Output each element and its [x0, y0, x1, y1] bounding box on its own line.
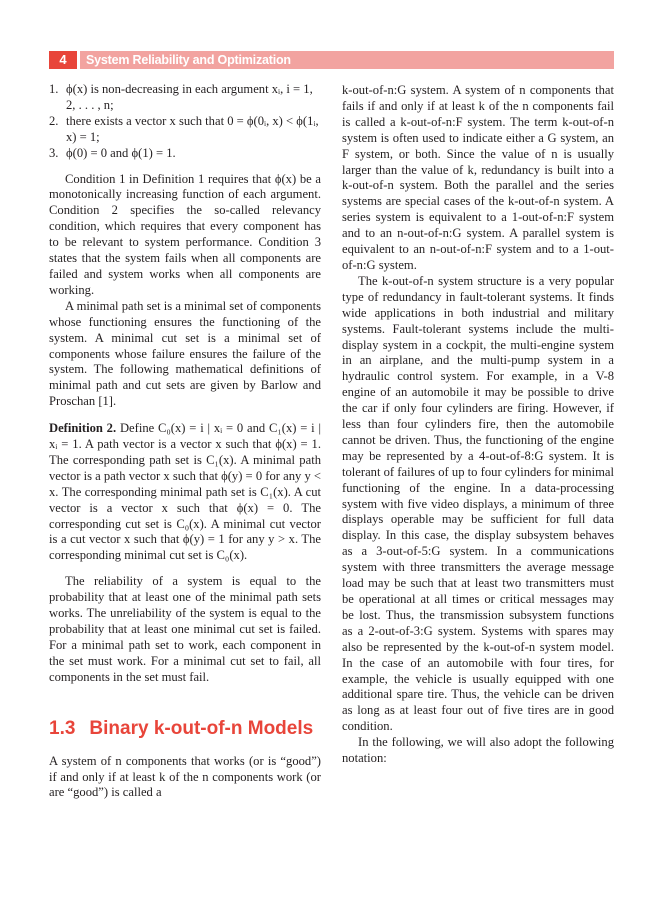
- condition-text: ϕ(x) is non-decreasing in each argument xᵢ, i = 1, 2, . . . , n;: [66, 82, 313, 112]
- condition-number: 1.: [49, 82, 59, 96]
- running-header: [49, 51, 614, 69]
- paragraph: In the following, we will also adopt the following notation:: [342, 735, 614, 766]
- paragraph: A minimal path set is a minimal set of components whose functioning ensures the functioning of the system. A minimal cut set is a minimal set of components whose failure ensures the failure of the system. The following mathematical definitions of minimal path and cut sets are given by Barlow and Proschan [1].: [49, 298, 321, 409]
- paragraph: The reliability of a system is equal to the probability that at least one of the minimal path sets works. The unreliability of the system is equal to the probability that at least one minimal cut set is failed. For a minimal path set to work, each component in the set must work. For a minimal cut set to fail, all components in the set must fail.: [49, 574, 321, 684]
- condition-item: [49, 146, 321, 162]
- paragraph: k-out-of-n:G system. A system of n components that fails if and only if at least k of the n components fail is called a k-out-of-n:F system. The term k-out-of-n system is often used to indicate either a G system, an F system, or both. Since the value of n is usually larger than the value of k, redundancy is built into a k-out-of-n system. Both the parallel and the series systems are special cases of the k-out-of-n system. A series system is equivalent to a 1-out-of-n:F system and to an n-out-of-n:G system. A parallel system is equivalent to an n-out-of-n:F system and to a 1-out-of-n:G system.: [342, 83, 614, 272]
- right-column: [342, 83, 614, 767]
- paragraph: The k-out-of-n system structure is a very popular type of redundancy in fault-tolerant systems. It finds wide applications in both industrial and military systems. Fault-tolerant systems include the multi-display system in a cockpit, the multi-engine system in an airplane, and the multi-pump system in a hydraulic control system. For example, in a V-8 engine of an automobile it may be possible to drive the car if only four cylinders are firing. However, if less than four cylinders fire, then the automobile cannot be driven. Thus, the functioning of the engine may be represented by a 4-out-of-8:G system. It is tolerant of failures of up to four cylinders for minimal functioning of the engine. In a data-processing system with five video displays, a minimum of three displays operable may be sufficient for full data display. In this case, the display subsystem behaves as a 3-out-of-5:G system. In a communications system with three transmitters the average message load may be such that at least two transmitters must be operational at all times or critical messages may be lost. Thus, the transmission subsystem functions as a 2-out-of-3:G system. Systems with spares may also be represented by the k-out-of-n system model. In the case of an automobile with four tires, for example, the vehicle is usually equipped with one additional spare tire. Thus, the vehicle can be driven as long as at least four out of five tires are in good condition.: [342, 273, 614, 734]
- condition-text: there exists a vector x such that 0 = ϕ(0ᵢ, x) < ϕ(1ᵢ, x) = 1;: [66, 113, 319, 144]
- section-number: 1.3: [49, 717, 76, 739]
- running-title: System Reliability and Optimization: [80, 51, 614, 69]
- definition-text: Define C₀(x) = i | xᵢ = 0 and C₁(x) = i | xᵢ = 1. A path vector is a vector x such that ϕ(x) = 1. The corresponding path set is C₁(x). A minimal path vector is a path vector x such that ϕ(y) = 0 for any y < x. The corresponding minimal path set is C₁(x). A cut vector is a vector x such that ϕ(x) = 0. The corresponding cut set is C₀(x). A minimal cut vector is a cut vector x such that ϕ(y) = 1 for any y > x. The corresponding minimal cut set is C₀(x).: [49, 421, 321, 563]
- condition-item: [49, 114, 321, 146]
- section-heading: [49, 718, 321, 740]
- left-column: [49, 82, 321, 801]
- section-title: Binary k-out-of-n Models: [89, 717, 314, 739]
- definition-block: [49, 421, 321, 564]
- condition-number: 2.: [49, 113, 59, 128]
- condition-text: ϕ(0) = 0 and ϕ(1) = 1.: [66, 145, 176, 160]
- definition-label: Definition 2.: [49, 421, 117, 436]
- paragraph: A system of n components that works (or is “good”) if and only if at least k of the n components work (or are “good”) is called a: [49, 753, 321, 800]
- page-number: 4: [49, 51, 77, 69]
- paragraph: Condition 1 in Definition 1 requires that ϕ(x) be a monotonically increasing function of each argument. Condition 2 specifies the so-called relevancy condition, which requires that every component has to be relevant to system performance. Condition 3 states that the system fails when all components are failed and system works when all components are working.: [49, 171, 321, 297]
- condition-list: [49, 82, 321, 162]
- condition-item: [49, 82, 321, 114]
- condition-number: 3.: [49, 145, 59, 160]
